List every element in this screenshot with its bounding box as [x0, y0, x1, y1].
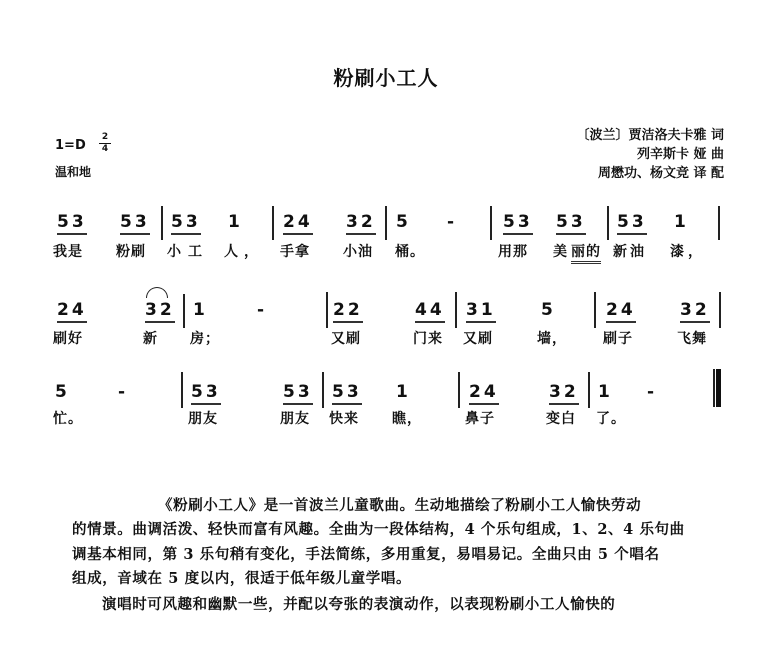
note-group: 53 — [332, 382, 362, 405]
note-group: 44 — [415, 300, 445, 323]
note: 1 — [598, 382, 613, 402]
note: 5 — [541, 300, 556, 320]
note-extension-dash: - — [257, 300, 268, 320]
barline — [455, 292, 457, 328]
note-group: 24 — [469, 382, 499, 405]
barline — [181, 372, 183, 408]
lyric: 新油 — [613, 244, 647, 260]
note-group: 32 — [549, 382, 579, 405]
note-group: 53 — [617, 212, 647, 235]
lyric: 变白 — [546, 411, 576, 427]
lyric: 美 — [553, 244, 568, 260]
note-group: 32 — [680, 300, 710, 323]
tempo-marking: 温和地 — [55, 165, 92, 179]
time-signature-top: 2 — [101, 132, 109, 142]
lyric: 快来 — [329, 411, 359, 427]
note-group: 53 — [283, 382, 313, 405]
note: 5 — [396, 212, 411, 232]
lyric: 又刷 — [331, 331, 361, 347]
song-title: 粉刷小工人 — [333, 66, 439, 90]
tie-arc — [146, 287, 168, 298]
note-group: 22 — [333, 300, 363, 323]
lyric: 粉刷 — [116, 244, 146, 260]
key-signature: 1=D — [55, 138, 86, 153]
lyric: 房； — [190, 331, 220, 347]
note-group: 24 — [606, 300, 636, 323]
note: 5 — [55, 382, 70, 402]
description-line: 调基本相同，第 3 乐句稍有变化，手法简练，多用重复，易唱易记。全曲只由 5 个唱名 — [72, 546, 660, 563]
barline — [594, 292, 596, 328]
lyric: 飞舞 — [677, 331, 707, 347]
lyric: 瞧， — [392, 411, 422, 427]
final-barline-thin — [713, 369, 715, 407]
description-line: 《粉刷小工人》是一首波兰儿童歌曲。生动地描绘了粉刷小工人愉快劳动 — [158, 497, 642, 514]
barline — [326, 292, 328, 328]
barline — [161, 206, 163, 240]
lyric: 墙， — [537, 331, 567, 347]
note-group: 31 — [466, 300, 496, 323]
note-extension-dash: - — [447, 212, 458, 232]
lyric: 桶。 — [395, 244, 425, 260]
lyric: 又刷 — [463, 331, 493, 347]
note-extension-dash: - — [118, 382, 129, 402]
lyric: 刷好 — [53, 331, 83, 347]
barline — [458, 372, 460, 408]
lyricist-credit: 〔波兰〕贾洁洛夫卡雅 词 — [576, 128, 724, 143]
note-group: 24 — [283, 212, 313, 235]
time-signature-bottom: 4 — [101, 144, 109, 154]
lyric: 新 — [143, 331, 158, 347]
note-group: 53 — [556, 212, 586, 235]
barline — [588, 372, 590, 408]
barline — [718, 206, 720, 240]
lyric: 用那 — [498, 244, 528, 260]
description-line: 组成，音域在 5 度以内，很适于低年级儿童学唱。 — [72, 570, 412, 587]
lyric: 漆， — [670, 244, 706, 260]
lyric: 刷子 — [603, 331, 633, 347]
note-group: 53 — [57, 212, 87, 235]
note-group: 53 — [120, 212, 150, 235]
lyric: 小油 — [343, 244, 373, 260]
time-signature — [99, 133, 111, 154]
note-extension-dash: - — [647, 382, 658, 402]
description-line: 的情景。曲调活泼、轻快而富有风趣。全曲为一段体结构，4 个乐句组成，1、2、4 乐句曲 — [72, 521, 685, 538]
note: 1 — [193, 300, 208, 320]
barline — [385, 206, 387, 240]
barline — [719, 292, 721, 328]
note-group: 53 — [171, 212, 201, 235]
barline — [607, 206, 609, 240]
lyric: 人， — [224, 244, 264, 260]
lyric: 手拿 — [280, 244, 310, 260]
note-group: 53 — [191, 382, 221, 405]
lyric: 小工 — [167, 244, 209, 260]
barline — [490, 206, 492, 240]
barline — [272, 206, 274, 240]
note: 1 — [396, 382, 411, 402]
note-group: 32 — [145, 300, 175, 323]
composer-credit: 列辛斯卡 娅 曲 — [636, 147, 724, 162]
note-group: 32 — [346, 212, 376, 235]
translator-credit: 周懋功、杨文竞 译 配 — [597, 166, 724, 181]
note: 1 — [674, 212, 689, 232]
description-line: 演唱时可风趣和幽默一些，并配以夸张的表演动作，以表现粉刷小工人愉快的 — [102, 596, 616, 613]
lyric: 忙。 — [53, 411, 83, 427]
lyric: 鼻子 — [465, 411, 495, 427]
final-barline-thick — [716, 369, 721, 407]
lyric: 朋友 — [280, 411, 310, 427]
note: 1 — [228, 212, 243, 232]
lyric: 我是 — [53, 244, 83, 260]
lyric: 朋友 — [188, 411, 218, 427]
lyric: 了。 — [596, 411, 626, 427]
lyric: 门来 — [413, 331, 443, 347]
note-group: 24 — [57, 300, 87, 323]
barline — [183, 294, 185, 328]
lyric-slurred: 丽的 — [571, 243, 601, 264]
note-group: 53 — [503, 212, 533, 235]
barline — [322, 372, 324, 408]
